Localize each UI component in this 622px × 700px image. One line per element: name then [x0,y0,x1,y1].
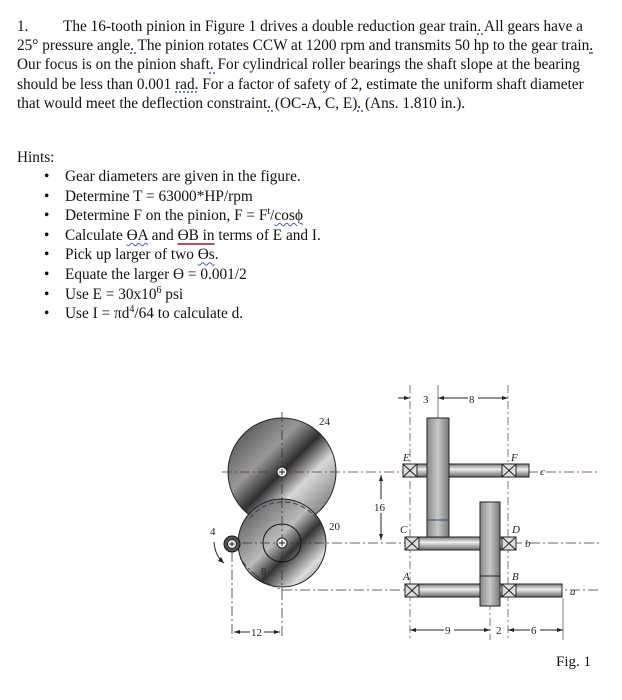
shaft-c [402,418,545,550]
hint-text: 4 [129,304,135,316]
hint-text: Use I = πd [65,305,130,323]
hint-text: Determine F on the pinion, F = F [65,207,268,225]
bullet-icon: • [44,305,50,323]
gear-train-figure [200,380,600,650]
svg-text:2: 2 [496,625,502,637]
svg-text:3: 3 [423,394,429,406]
problem-text-segment: Our focus is on the pinion shaft [17,56,210,74]
problem-text-segment: . [267,94,275,112]
label-24: 24 [319,416,330,428]
hints-title: Hints: [17,149,55,166]
hint-text: Gear diameters are given in the figure. [65,168,301,185]
hint-item [44,245,321,265]
svg-text:16: 16 [374,502,385,514]
hint-text: /64 to calculate d. [134,305,244,323]
hint-text: Pick up larger of two [65,246,198,264]
hint-item [44,226,321,246]
hint-text: Calculate [65,226,127,244]
svg-text:9: 9 [445,625,451,637]
label-4: 4 [210,526,216,538]
problem-text-segment: . [589,37,594,55]
dim-3-8 [398,391,508,406]
bullet-icon: • [44,246,50,264]
hint-text: Determine T = 63000*HP/rpm [65,187,253,205]
svg-text:c: c [540,466,545,478]
problem-statement [17,17,607,113]
shaft-a [402,571,576,606]
problem-text-segment: (Ans. 1.810 in.). [364,94,466,112]
hint-text: and [147,226,178,244]
dim-16 [372,475,388,540]
hint-text: terms of E and I. [214,226,321,244]
problem-text-segment: rad. [175,75,199,93]
hint-item [44,167,321,187]
hint-text: ϴA [126,226,148,244]
hint-item [44,265,321,285]
svg-text:b: b [525,538,531,550]
figure-caption: Fig. 1 [556,654,592,670]
problem-text-segment: For cylindrical roller bearings the shaft slope at the bearing should be less than 0.001 [17,56,580,93]
svg-text:6: 6 [531,625,537,637]
svg-text:C: C [400,524,408,536]
svg-text:8: 8 [469,394,475,406]
problem-text-segment: The pinion rotates CCW at 1200 rpm and transmits 50 hp to the gear train [137,37,590,55]
hint-text: 6 [156,284,162,296]
bullet-icon: • [44,285,50,303]
problem-text [17,18,593,112]
problem-text-segment: . [209,56,218,74]
hint-text: ϴB in [177,226,215,244]
hint-item [44,285,321,305]
problem-text-segment: . [477,18,485,35]
hint-item [44,206,321,226]
bullet-icon: • [44,265,50,283]
problem-text-segment: . [357,94,365,112]
hints-list [44,167,321,324]
hint-text: cosϕ [274,207,303,225]
hint-item [44,187,321,207]
hint-text: ϴs [197,246,215,264]
bullet-icon: • [44,226,50,244]
dim-12 [234,625,280,639]
dim-9-2-6 [410,623,563,637]
svg-text:D: D [512,524,520,536]
problem-number: 1. [17,18,29,35]
bullet-icon: • [44,207,50,225]
hint-text: t [267,206,271,218]
hint-item [44,304,321,324]
svg-text:E: E [403,452,410,464]
label-20: 20 [329,521,340,533]
svg-text:12: 12 [251,627,262,639]
bullet-icon: • [44,168,50,185]
problem-text-segment: The 16-tooth pinion in Figure 1 drives a double reduction gear train [63,18,478,35]
hint-text: Equate the larger ϴ = 0.001/2 [65,265,247,283]
problem-text-segment: All gears have a 25° pressure angle [17,18,583,55]
svg-text:F: F [511,452,518,464]
problem-text-segment: . [130,37,138,55]
hint-text: . [214,246,219,264]
hint-text: Use E = 30x10 [65,285,157,303]
problem-text-segment: (OC-A, C, E) [274,94,358,112]
label-8: 8 [261,566,267,578]
problem-text-segment: For a factor of safety of 2, estimate the uniform shaft diameter that would meet the deflection constraint [17,75,584,112]
hint-text: psi [161,285,184,303]
svg-text:a: a [570,586,576,598]
bullet-icon: • [44,187,50,205]
hint-text: / [270,207,275,225]
svg-text:A: A [403,571,410,583]
svg-text:B: B [512,571,519,583]
